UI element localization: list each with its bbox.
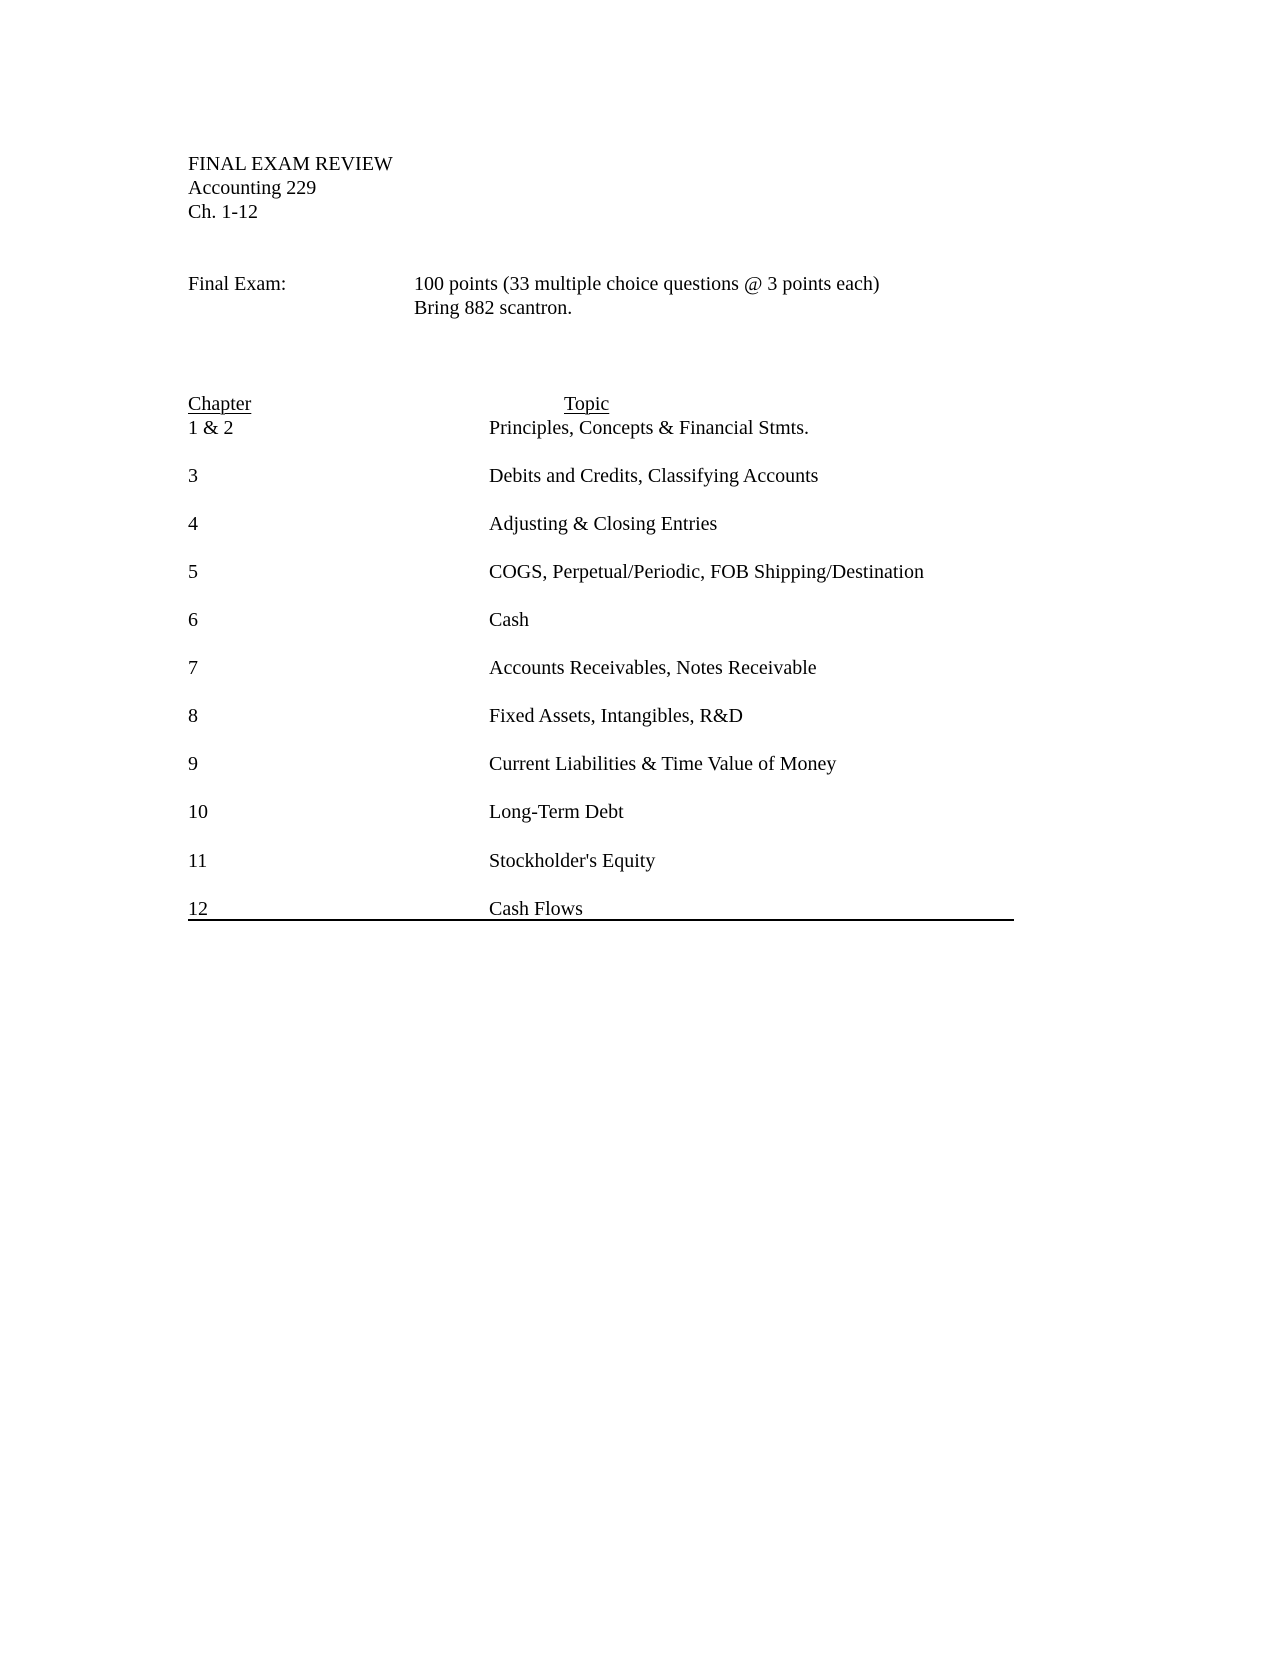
table-row-topic: Current Liabilities & Time Value of Money	[489, 753, 837, 775]
chapter-range: Ch. 1-12	[188, 201, 258, 223]
table-row-chapter: 3	[188, 465, 198, 487]
table-row-topic: Stockholder's Equity	[489, 850, 656, 872]
exam-label: Final Exam:	[188, 273, 287, 295]
table-row-chapter: 10	[188, 801, 208, 823]
chapter-column-header: Chapter	[188, 393, 252, 415]
table-bottom-rule	[188, 919, 1014, 921]
table-row-chapter: 8	[188, 705, 198, 727]
table-row-topic: Cash Flows	[489, 898, 583, 920]
table-row-topic: Adjusting & Closing Entries	[489, 513, 718, 535]
table-row-chapter: 1 & 2	[188, 417, 234, 439]
document-title: FINAL EXAM REVIEW	[188, 153, 393, 175]
table-row-topic: Accounts Receivables, Notes Receivable	[489, 657, 817, 679]
table-row-chapter: 9	[188, 753, 198, 775]
table-row-chapter: 11	[188, 850, 208, 872]
course-name: Accounting 229	[188, 177, 317, 199]
table-row-topic: Cash	[489, 609, 529, 631]
table-row-chapter: 4	[188, 513, 198, 535]
table-row-chapter: 6	[188, 609, 198, 631]
table-row-topic: Debits and Credits, Classifying Accounts	[489, 465, 819, 487]
table-row-topic: Fixed Assets, Intangibles, R&D	[489, 705, 743, 727]
table-row-topic: COGS, Perpetual/Periodic, FOB Shipping/Destination	[489, 561, 924, 583]
table-row-topic: Principles, Concepts & Financial Stmts.	[489, 417, 809, 439]
table-row-topic: Long-Term Debt	[489, 801, 624, 823]
table-row-chapter: 12	[188, 898, 208, 920]
exam-points: 100 points (33 multiple choice questions @ 3 points each)	[414, 273, 880, 295]
topic-column-header: Topic	[564, 393, 610, 415]
exam-note: Bring 882 scantron.	[414, 297, 573, 319]
table-row-chapter: 7	[188, 657, 198, 679]
table-row-chapter: 5	[188, 561, 198, 583]
